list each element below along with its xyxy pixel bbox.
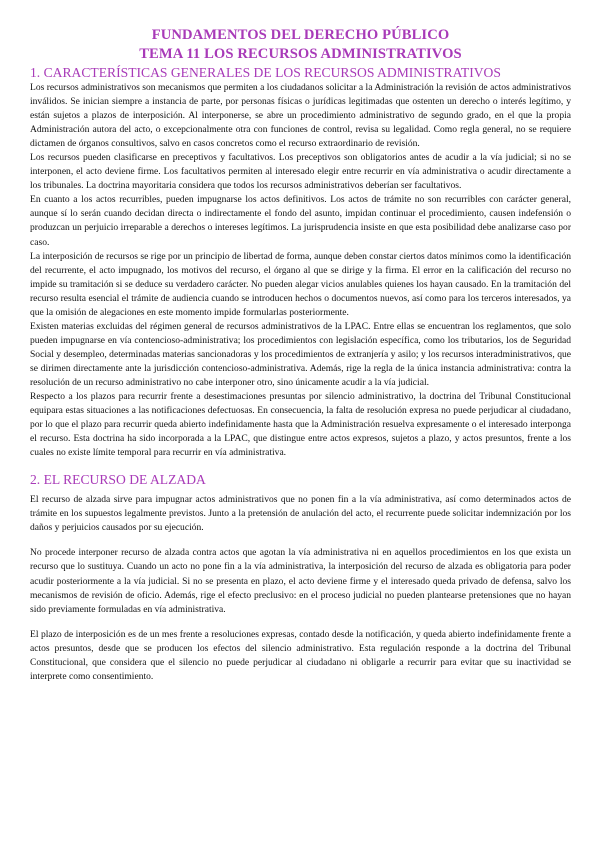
section-1-paragraph-6: Respecto a los plazos para recurrir frente a desestimaciones presuntas por silencio administrativo, la doctrina del Tribunal Constitucional equipara estas situaciones a las notificaciones defectuosas. En consecuencia, la falta de resolución expresa no puede perjudicar al ciudadano, por lo que el plazo para recurrir queda abierto indefinidamente hasta que la Administración resuelva expresamente o el interesado interponga el recurso. Esta doctrina ha sido incorporada a la LPAC, que distingue entre actos expresos, sujetos a plazo, y actos presuntos, frente a los cuales no existe límite temporal para recurrir en vía administrativa. [30,391,571,459]
section-1-paragraph-1: Los recursos administrativos son mecanismos que permiten a los ciudadanos solicitar a la Administración la revisión de actos administrativos inválidos. Se inician siempre a instancia de parte, por personas físicas o jurídicas legitimadas que ostenten un derecho o interés legítimo, y están sujetos a plazos de interposición. Al interponerse, se abre un procedimiento administrativo de segundo grado, en el que la propia Administración autora del acto, o excepcionalmente otra con funciones de control, revisa su legalidad. Como regla general, no se requiere dictamen de órganos consultivos, salvo en casos concretos como el recurso extraordinario de revisión. [30,82,571,150]
section-1-heading: 1. CARACTERÍSTICAS GENERALES DE LOS RECURSOS ADMINISTRATIVOS [30,65,501,80]
section-2-paragraph-2: No procede interponer recurso de alzada contra actos que agotan la vía administrativa ni en aquellos procedimientos en los que exista un recurso que lo sustituya. Cuando un acto no pone fin a la vía administrativa, la interposición del recurso de alzada es obligatoria para poder acudir posteriormente a la vía judicial. Si no se presenta en plazo, el acto deviene firme y el interesado queda privado de defensa, salvo los mecanismos de revisión de oficio. Además, rige el efecto preclusivo: en el proceso judicial no pueden plantearse pretensiones que no hayan sido previamente formuladas en vía administrativa. [30,547,571,615]
section-1-paragraph-5: Existen materias excluidas del régimen general de recursos administrativos de la LPAC. Entre ellas se encuentran los reglamentos, que solo pueden impugnarse en vía contencioso-administrativa; los procedimientos con legislación específica, como los tributarios, los de Seguridad Social y desempleo, determinadas materias sancionadoras y los procedimientos de extranjería y asilo; y los recursos interadministrativos, que se dirimen directamente ante la jurisdicción contencioso-administrativa. Además, rige la regla de la única instancia administrativa: contra la resolución de un recurso administrativo no cabe interponer otro, sino únicamente acudir a la vía judicial. [30,320,571,388]
section-1-paragraph-2: Los recursos pueden clasificarse en preceptivos y facultativos. Los preceptivos son obligatorios antes de acudir a la vía judicial; si no se interponen, el acto deviene firme. Los facultativos permiten al interesado elegir entre recurrir en vía administrativa o acudir directamente a los tribunales. La doctrina mayoritaria considera que todos los recursos administrativos deberían ser facultativos. [30,152,571,192]
document-title-line-1: FUNDAMENTOS DEL DERECHO PÚBLICO [151,27,450,43]
section-2-paragraph-1: El recurso de alzada sirve para impugnar actos administrativos que no ponen fin a la vía administrativa, así como determinados actos de trámite en los supuestos legalmente previstos. Junto a la pretensión de anulación del acto, el recurrente puede solicitar indemnización por los daños y perjuicios causados por su ejecución. [30,494,571,534]
section-1-paragraph-3: En cuanto a los actos recurribles, pueden impugnarse los actos definitivos. Los actos de trámite no son recurribles con carácter general, aunque sí lo serán cuando decidan directa o indirectamente el fondo del asunto, impidan continuar el procedimiento, causen indefensión o produzcan un perjuicio irreparable a derechos o intereses legítimos. La jurisprudencia insiste en que esta posibilidad debe analizarse caso por caso. [30,194,571,248]
document-title-line-2: TEMA 11 LOS RECURSOS ADMINISTRATIVOS [139,46,462,62]
section-2-heading: 2. EL RECURSO DE ALZADA [30,472,206,488]
section-1-paragraph-4: La interposición de recursos se rige por un principio de libertad de forma, aunque deben constar ciertos datos mínimos como la identificación del recurrente, el acto impugnado, los motivos del recurso, el órgano al que se dirige y la firma. El error en la calificación del recurso no impide su tramitación si se deduce su verdadero carácter. No pueden alegar vicios anulables quienes los hayan causado. En la tramitación del recurso resulta esencial el trámite de audiencia cuando se introducen hechos o documentos nuevos, así como para los terceros interesados, ya que la omisión de alegaciones en este momento impide formularlas posteriormente. [30,250,571,318]
section-2-paragraph-3: El plazo de interposición es de un mes frente a resoluciones expresas, contado desde la notificación, y queda abierto indefinidamente frente a actos presuntos, desde que se producen los efectos del silencio administrativo. Esta regulación responde a la doctrina del Tribunal Constitucional, que considera que el silencio no puede perjudicar al ciudadano ni obligarle a recurrir para evitar que su inactividad se interprete como consentimiento. [30,628,571,682]
